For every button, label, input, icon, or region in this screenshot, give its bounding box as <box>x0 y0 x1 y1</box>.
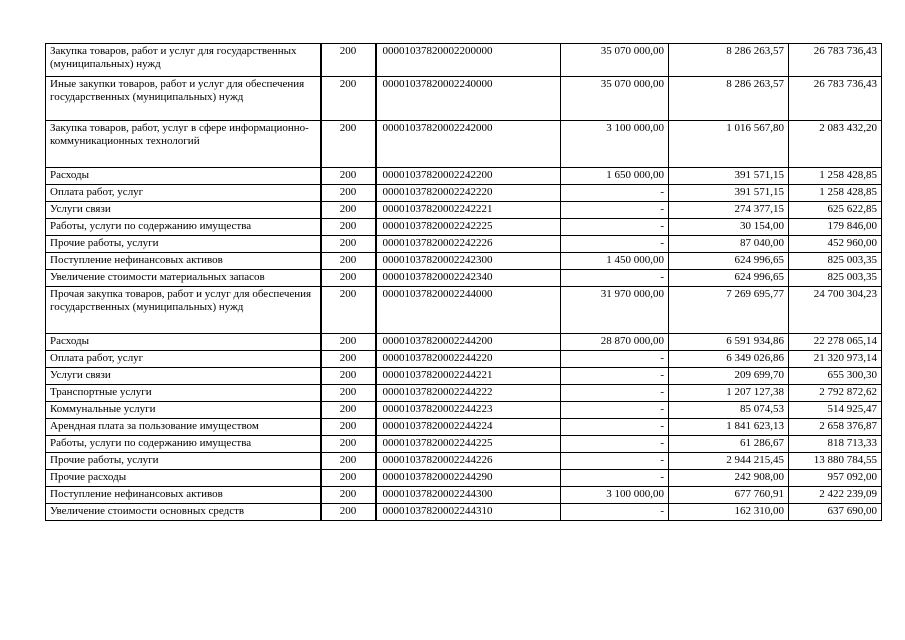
cell-approved-amount: 3 100 000,00 <box>561 121 669 168</box>
cell-classification-code: 00001037820002244226 <box>376 453 561 470</box>
cell-executed-amount: 6 349 026,86 <box>669 351 789 368</box>
cell-name: Услуги связи <box>46 368 321 385</box>
cell-classification-code: 00001037820002244223 <box>376 402 561 419</box>
table-row <box>46 453 882 470</box>
cell-line-code: 200 <box>321 287 376 334</box>
cell-executed-amount: 677 760,91 <box>669 487 789 504</box>
cell-executed-amount: 1 016 567,80 <box>669 121 789 168</box>
cell-approved-amount: - <box>561 470 669 487</box>
cell-line-code: 200 <box>321 253 376 270</box>
cell-approved-amount: - <box>561 453 669 470</box>
cell-executed-amount: 391 571,15 <box>669 185 789 202</box>
cell-executed-amount: 624 996,65 <box>669 253 789 270</box>
table-row <box>46 487 882 504</box>
cell-line-code: 200 <box>321 487 376 504</box>
cell-name: Увеличение стоимости материальных запасов <box>46 270 321 287</box>
cell-executed-amount: 8 286 263,57 <box>669 77 789 121</box>
cell-classification-code: 00001037820002244200 <box>376 334 561 351</box>
cell-classification-code: 00001037820002244000 <box>376 287 561 334</box>
cell-classification-code: 00001037820002242340 <box>376 270 561 287</box>
cell-classification-code: 00001037820002244225 <box>376 436 561 453</box>
cell-unexecuted-amount: 22 278 065,14 <box>789 334 882 351</box>
cell-name: Прочая закупка товаров, работ и услуг для обеспечения государственных (муниципальных) нужд <box>46 287 321 334</box>
table-row <box>46 202 882 219</box>
cell-approved-amount: - <box>561 504 669 521</box>
cell-name: Расходы <box>46 168 321 185</box>
table-row <box>46 334 882 351</box>
cell-unexecuted-amount: 21 320 973,14 <box>789 351 882 368</box>
cell-executed-amount: 8 286 263,57 <box>669 44 789 77</box>
cell-line-code: 200 <box>321 436 376 453</box>
cell-line-code: 200 <box>321 368 376 385</box>
cell-unexecuted-amount: 452 960,00 <box>789 236 882 253</box>
cell-line-code: 200 <box>321 236 376 253</box>
cell-executed-amount: 7 269 695,77 <box>669 287 789 334</box>
cell-name: Коммунальные услуги <box>46 402 321 419</box>
table-body <box>46 44 882 521</box>
cell-unexecuted-amount: 825 003,35 <box>789 253 882 270</box>
cell-executed-amount: 162 310,00 <box>669 504 789 521</box>
cell-executed-amount: 85 074,53 <box>669 402 789 419</box>
cell-line-code: 200 <box>321 453 376 470</box>
cell-line-code: 200 <box>321 351 376 368</box>
table-row <box>46 402 882 419</box>
cell-executed-amount: 30 154,00 <box>669 219 789 236</box>
cell-classification-code: 00001037820002242300 <box>376 253 561 270</box>
cell-classification-code: 00001037820002242221 <box>376 202 561 219</box>
cell-classification-code: 00001037820002200000 <box>376 44 561 77</box>
cell-line-code: 200 <box>321 77 376 121</box>
cell-name: Расходы <box>46 334 321 351</box>
cell-unexecuted-amount: 26 783 736,43 <box>789 77 882 121</box>
cell-classification-code: 00001037820002242225 <box>376 219 561 236</box>
cell-classification-code: 00001037820002244290 <box>376 470 561 487</box>
table-row <box>46 470 882 487</box>
cell-line-code: 200 <box>321 385 376 402</box>
cell-unexecuted-amount: 1 258 428,85 <box>789 185 882 202</box>
cell-unexecuted-amount: 957 092,00 <box>789 470 882 487</box>
cell-approved-amount: - <box>561 202 669 219</box>
cell-classification-code: 00001037820002244220 <box>376 351 561 368</box>
cell-name: Оплата работ, услуг <box>46 185 321 202</box>
table-row <box>46 168 882 185</box>
cell-line-code: 200 <box>321 470 376 487</box>
cell-name: Поступление нефинансовых активов <box>46 487 321 504</box>
cell-approved-amount: - <box>561 419 669 436</box>
table-row <box>46 253 882 270</box>
cell-executed-amount: 624 996,65 <box>669 270 789 287</box>
cell-line-code: 200 <box>321 202 376 219</box>
cell-unexecuted-amount: 24 700 304,23 <box>789 287 882 334</box>
cell-classification-code: 00001037820002242220 <box>376 185 561 202</box>
cell-unexecuted-amount: 2 422 239,09 <box>789 487 882 504</box>
cell-executed-amount: 391 571,15 <box>669 168 789 185</box>
cell-approved-amount: 35 070 000,00 <box>561 44 669 77</box>
cell-executed-amount: 61 286,67 <box>669 436 789 453</box>
cell-approved-amount: - <box>561 219 669 236</box>
cell-unexecuted-amount: 26 783 736,43 <box>789 44 882 77</box>
cell-executed-amount: 6 591 934,86 <box>669 334 789 351</box>
cell-classification-code: 00001037820002242000 <box>376 121 561 168</box>
table-row <box>46 121 882 168</box>
cell-classification-code: 00001037820002242226 <box>376 236 561 253</box>
table-row <box>46 368 882 385</box>
cell-executed-amount: 242 908,00 <box>669 470 789 487</box>
cell-line-code: 200 <box>321 121 376 168</box>
table-row <box>46 77 882 121</box>
cell-line-code: 200 <box>321 419 376 436</box>
cell-line-code: 200 <box>321 504 376 521</box>
cell-line-code: 200 <box>321 185 376 202</box>
table-row <box>46 504 882 521</box>
cell-name: Транспортные услуги <box>46 385 321 402</box>
cell-classification-code: 00001037820002244310 <box>376 504 561 521</box>
table-row <box>46 236 882 253</box>
cell-line-code: 200 <box>321 334 376 351</box>
table-row <box>46 419 882 436</box>
cell-approved-amount: - <box>561 368 669 385</box>
table-row <box>46 185 882 202</box>
cell-executed-amount: 87 040,00 <box>669 236 789 253</box>
cell-name: Увеличение стоимости основных средств <box>46 504 321 521</box>
cell-line-code: 200 <box>321 168 376 185</box>
cell-unexecuted-amount: 825 003,35 <box>789 270 882 287</box>
cell-line-code: 200 <box>321 44 376 77</box>
table-row <box>46 351 882 368</box>
cell-classification-code: 00001037820002244300 <box>376 487 561 504</box>
cell-approved-amount: 1 450 000,00 <box>561 253 669 270</box>
cell-approved-amount: - <box>561 185 669 202</box>
budget-execution-table <box>45 43 882 521</box>
table-row <box>46 219 882 236</box>
cell-classification-code: 00001037820002240000 <box>376 77 561 121</box>
cell-approved-amount: 3 100 000,00 <box>561 487 669 504</box>
cell-unexecuted-amount: 2 792 872,62 <box>789 385 882 402</box>
cell-name: Работы, услуги по содержанию имущества <box>46 436 321 453</box>
cell-name: Прочие работы, услуги <box>46 453 321 470</box>
table-row <box>46 44 882 77</box>
cell-approved-amount: - <box>561 351 669 368</box>
cell-name: Арендная плата за пользование имуществом <box>46 419 321 436</box>
table-row <box>46 436 882 453</box>
cell-executed-amount: 2 944 215,45 <box>669 453 789 470</box>
cell-unexecuted-amount: 2 083 432,20 <box>789 121 882 168</box>
cell-classification-code: 00001037820002244222 <box>376 385 561 402</box>
cell-unexecuted-amount: 13 880 784,55 <box>789 453 882 470</box>
cell-approved-amount: 35 070 000,00 <box>561 77 669 121</box>
table-row <box>46 385 882 402</box>
cell-unexecuted-amount: 514 925,47 <box>789 402 882 419</box>
cell-classification-code: 00001037820002244224 <box>376 419 561 436</box>
cell-line-code: 200 <box>321 402 376 419</box>
cell-name: Услуги связи <box>46 202 321 219</box>
cell-executed-amount: 209 699,70 <box>669 368 789 385</box>
cell-line-code: 200 <box>321 270 376 287</box>
cell-unexecuted-amount: 637 690,00 <box>789 504 882 521</box>
cell-approved-amount: - <box>561 270 669 287</box>
cell-classification-code: 00001037820002244221 <box>376 368 561 385</box>
cell-name: Закупка товаров, работ, услуг в сфере информационно-коммуникационных технологий <box>46 121 321 168</box>
cell-unexecuted-amount: 1 258 428,85 <box>789 168 882 185</box>
cell-approved-amount: - <box>561 402 669 419</box>
cell-approved-amount: 1 650 000,00 <box>561 168 669 185</box>
cell-name: Оплата работ, услуг <box>46 351 321 368</box>
table-row <box>46 287 882 334</box>
cell-approved-amount: - <box>561 436 669 453</box>
cell-name: Работы, услуги по содержанию имущества <box>46 219 321 236</box>
table-row <box>46 270 882 287</box>
cell-executed-amount: 1 207 127,38 <box>669 385 789 402</box>
cell-approved-amount: 28 870 000,00 <box>561 334 669 351</box>
cell-name: Иные закупки товаров, работ и услуг для обеспечения государственных (муниципальных) нужд <box>46 77 321 121</box>
cell-name: Прочие расходы <box>46 470 321 487</box>
cell-unexecuted-amount: 179 846,00 <box>789 219 882 236</box>
cell-unexecuted-amount: 818 713,33 <box>789 436 882 453</box>
cell-executed-amount: 1 841 623,13 <box>669 419 789 436</box>
cell-classification-code: 00001037820002242200 <box>376 168 561 185</box>
cell-approved-amount: 31 970 000,00 <box>561 287 669 334</box>
cell-name: Закупка товаров, работ и услуг для государственных (муниципальных) нужд <box>46 44 321 77</box>
cell-unexecuted-amount: 625 622,85 <box>789 202 882 219</box>
cell-unexecuted-amount: 655 300,30 <box>789 368 882 385</box>
cell-unexecuted-amount: 2 658 376,87 <box>789 419 882 436</box>
cell-line-code: 200 <box>321 219 376 236</box>
cell-approved-amount: - <box>561 236 669 253</box>
cell-approved-amount: - <box>561 385 669 402</box>
cell-executed-amount: 274 377,15 <box>669 202 789 219</box>
cell-name: Поступление нефинансовых активов <box>46 253 321 270</box>
cell-name: Прочие работы, услуги <box>46 236 321 253</box>
